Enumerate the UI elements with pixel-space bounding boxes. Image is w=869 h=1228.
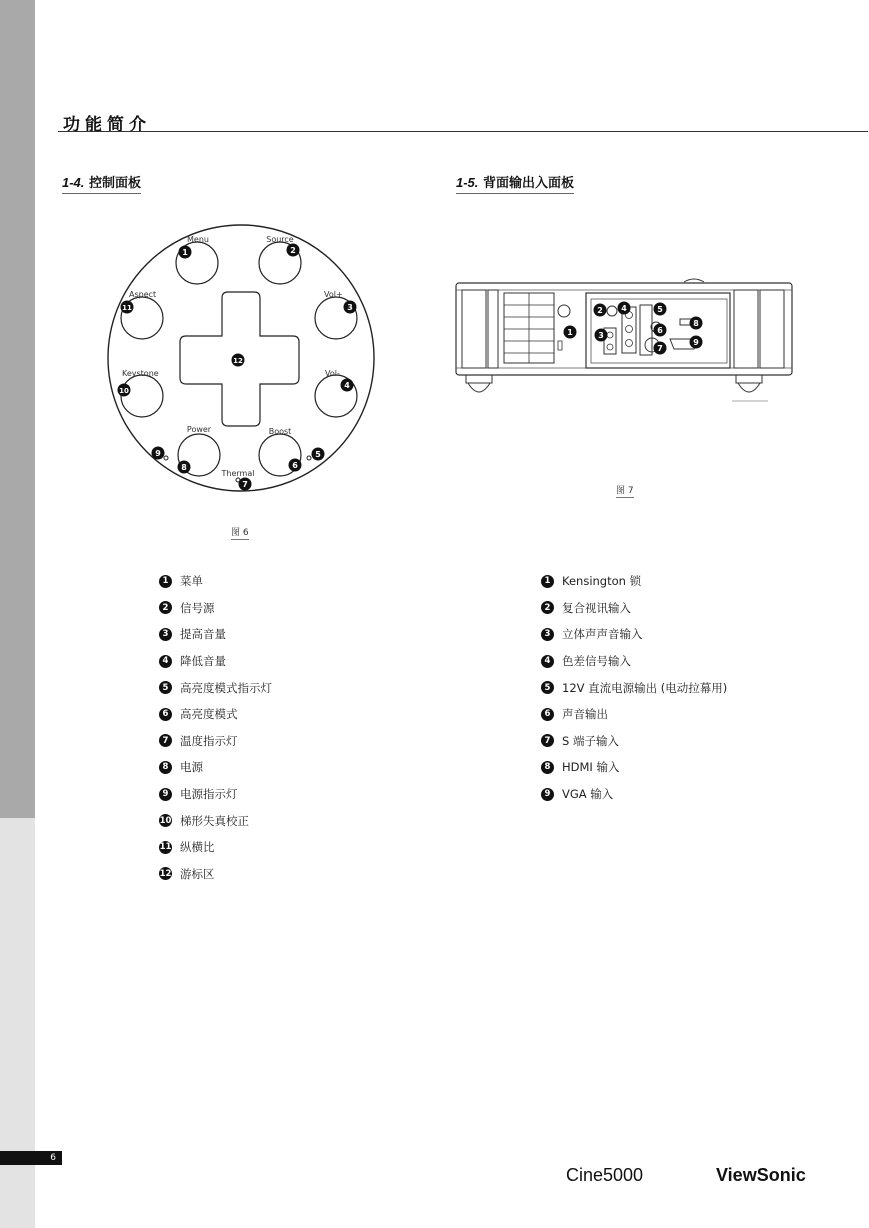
number-badge: 5 (541, 681, 554, 694)
svg-text:4: 4 (621, 304, 627, 313)
marker-10 (118, 384, 131, 397)
marker-1 (179, 246, 192, 259)
rear-marker-1 (564, 326, 577, 339)
number-badge: 7 (541, 734, 554, 747)
svg-text:6: 6 (657, 326, 663, 335)
section-number: 1-5. (456, 175, 479, 190)
svg-text:8: 8 (693, 319, 699, 328)
number-badge: 8 (541, 761, 554, 774)
svg-text:3: 3 (598, 331, 604, 340)
marker-7 (239, 478, 252, 491)
item-label: Kensington 锁 (562, 574, 642, 589)
list-item (541, 728, 727, 755)
section-heading-rear-panel (456, 172, 574, 194)
label-vol-minus: Vol- (325, 369, 340, 378)
number-badge: 12 (159, 868, 172, 879)
svg-text:7: 7 (242, 480, 248, 489)
item-label: VGA 输入 (562, 787, 614, 802)
number-badge: 9 (159, 788, 172, 801)
list-item (541, 701, 727, 728)
marker-8 (178, 461, 191, 474)
rear-panel-legend (541, 568, 727, 807)
list-item (159, 754, 272, 781)
item-label: 声音输出 (562, 707, 608, 722)
item-label: 电源 (180, 760, 203, 775)
svg-text:2: 2 (597, 306, 603, 315)
sidebar-band-light (0, 818, 35, 1228)
section-title: 控制面板 (88, 176, 141, 191)
list-item (541, 648, 727, 675)
list-item (159, 648, 272, 675)
marker-12 (232, 354, 245, 367)
svg-text:6: 6 (292, 461, 298, 470)
item-label: 12V 直流电源输出 (电动拉幕用) (562, 680, 728, 695)
rear-marker-5 (654, 303, 667, 316)
number-badge: 11 (159, 842, 172, 853)
label-menu: Menu (187, 235, 209, 244)
number-badge: 2 (159, 601, 172, 614)
item-label: 高亮度模式指示灯 (180, 680, 272, 695)
section-title: 背面输出入面板 (482, 176, 574, 191)
number-badge: 6 (159, 708, 172, 721)
label-keystone: Keystone (122, 369, 159, 378)
list-item (159, 861, 272, 888)
rear-marker-2 (594, 304, 607, 317)
marker-9 (152, 447, 165, 460)
number-badge: 8 (159, 761, 172, 774)
label-vol-plus: Vol+ (324, 290, 343, 299)
number-badge: 1 (541, 575, 554, 588)
power-led-icon (164, 456, 168, 460)
number-badge: 5 (159, 681, 172, 694)
item-label: 游标区 (180, 866, 215, 881)
sidebar-band-dark (0, 0, 35, 818)
svg-text:8: 8 (181, 463, 187, 472)
item-label: 降低音量 (180, 654, 226, 669)
rear-marker-4 (618, 302, 631, 315)
number-badge: 7 (159, 734, 172, 747)
svg-text:4: 4 (344, 381, 350, 390)
figure-caption-6: 图 6 (231, 525, 249, 540)
svg-text:1: 1 (567, 328, 573, 337)
list-item (541, 781, 727, 808)
item-label: 提高音量 (180, 627, 226, 642)
svg-text:11: 11 (122, 304, 132, 312)
marker-6 (289, 459, 302, 472)
number-badge: 2 (541, 601, 554, 614)
marker-2 (287, 244, 300, 257)
rear-marker-6 (654, 324, 667, 337)
number-badge: 4 (541, 655, 554, 668)
rear-marker-9 (690, 336, 703, 349)
rear-marker-3 (595, 329, 608, 342)
item-label: 立体声声音输入 (562, 627, 643, 642)
marker-5 (312, 448, 325, 461)
label-aspect: Aspect (129, 290, 157, 299)
list-item (159, 807, 272, 834)
item-label: 梯形失真校正 (180, 813, 249, 828)
list-item (159, 834, 272, 861)
item-label: 复合视讯输入 (562, 600, 631, 615)
marker-3 (344, 301, 357, 314)
number-badge: 1 (159, 575, 172, 588)
item-label: 菜单 (180, 574, 203, 589)
rear-marker-8 (690, 317, 703, 330)
label-power: Power (186, 425, 212, 434)
list-item (159, 595, 272, 622)
list-item (159, 781, 272, 808)
number-badge: 6 (541, 708, 554, 721)
control-panel-legend (159, 568, 272, 887)
number-badge: 10 (159, 815, 172, 826)
number-badge: 3 (541, 628, 554, 641)
list-item (541, 754, 727, 781)
item-label: 色差信号输入 (562, 654, 631, 669)
svg-text:2: 2 (290, 246, 296, 255)
item-label: S 端子输入 (562, 733, 619, 748)
figure-caption-7: 图 7 (616, 483, 634, 498)
svg-text:5: 5 (657, 305, 663, 314)
label-source: Source (266, 235, 294, 244)
model-name: Cine5000 (566, 1165, 644, 1185)
item-label: 纵横比 (180, 840, 215, 855)
item-label: 信号源 (180, 600, 215, 615)
list-item (159, 568, 272, 595)
brand-logo: ViewSonic (716, 1165, 806, 1185)
svg-text:5: 5 (315, 450, 321, 459)
number-badge: 4 (159, 655, 172, 668)
section-number: 1-4. (62, 175, 85, 190)
list-item (159, 701, 272, 728)
svg-text:10: 10 (119, 387, 129, 395)
marker-4 (341, 379, 354, 392)
list-item (159, 621, 272, 648)
item-label: 电源指示灯 (180, 787, 238, 802)
item-label: 温度指示灯 (180, 733, 238, 748)
rear-panel-diagram (452, 275, 798, 405)
boost-led-icon (307, 456, 311, 460)
list-item (541, 674, 727, 701)
list-item (159, 674, 272, 701)
list-item (159, 728, 272, 755)
rear-marker-7 (654, 342, 667, 355)
number-badge: 3 (159, 628, 172, 641)
item-label: 高亮度模式 (180, 707, 238, 722)
list-item (541, 595, 727, 622)
svg-text:7: 7 (657, 344, 663, 353)
svg-text:1: 1 (182, 248, 188, 257)
marker-11 (121, 301, 134, 314)
keystone-button-shape (121, 375, 163, 417)
label-boost: Boost (268, 427, 292, 436)
list-item (541, 621, 727, 648)
page-title: 功能简介 (63, 115, 151, 135)
control-panel-diagram (100, 220, 390, 510)
svg-text:12: 12 (233, 357, 243, 365)
label-thermal: Thermal (221, 469, 255, 478)
section-heading-control-panel (62, 172, 141, 194)
title-rule (58, 131, 868, 132)
svg-text:3: 3 (347, 303, 353, 312)
svg-text:9: 9 (155, 449, 161, 458)
page-number: 6 (0, 1151, 62, 1165)
number-badge: 9 (541, 788, 554, 801)
list-item (541, 568, 727, 595)
item-label: HDMI 输入 (562, 760, 620, 775)
svg-text:9: 9 (693, 338, 699, 347)
